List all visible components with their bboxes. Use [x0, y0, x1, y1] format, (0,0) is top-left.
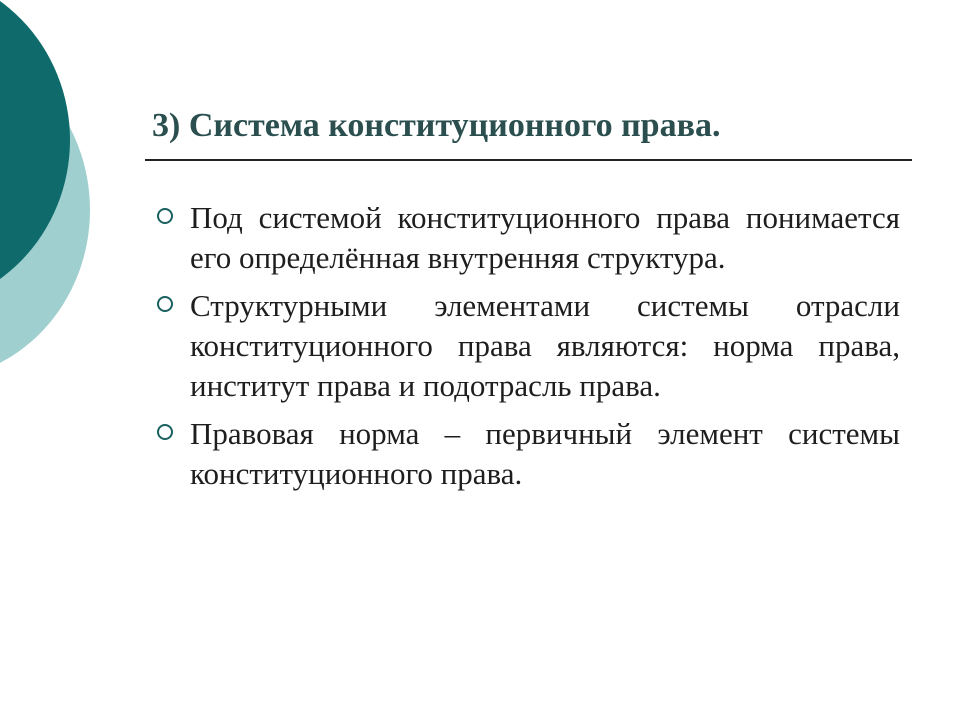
bullet-item — [155, 414, 900, 494]
hollow-circle-bullet-icon — [157, 296, 173, 312]
bullet-list — [155, 198, 900, 502]
hollow-circle-bullet-icon — [157, 424, 173, 440]
bullet-text: Правовая норма – первичный элемент системы конституционного права. — [190, 416, 900, 491]
bullet-item — [155, 198, 900, 278]
slide-title: 3) Система конституционного права. — [152, 107, 721, 144]
bullet-text: Под системой конституционного права понимается его определённая внутренняя структура. — [190, 200, 900, 275]
bullet-text: Структурными элементами системы отрасли конституционного права являются: норма права, институт права и подотрасль права. — [190, 288, 900, 403]
hollow-circle-bullet-icon — [157, 208, 173, 224]
bullet-item — [155, 286, 900, 406]
title-divider — [145, 159, 912, 161]
